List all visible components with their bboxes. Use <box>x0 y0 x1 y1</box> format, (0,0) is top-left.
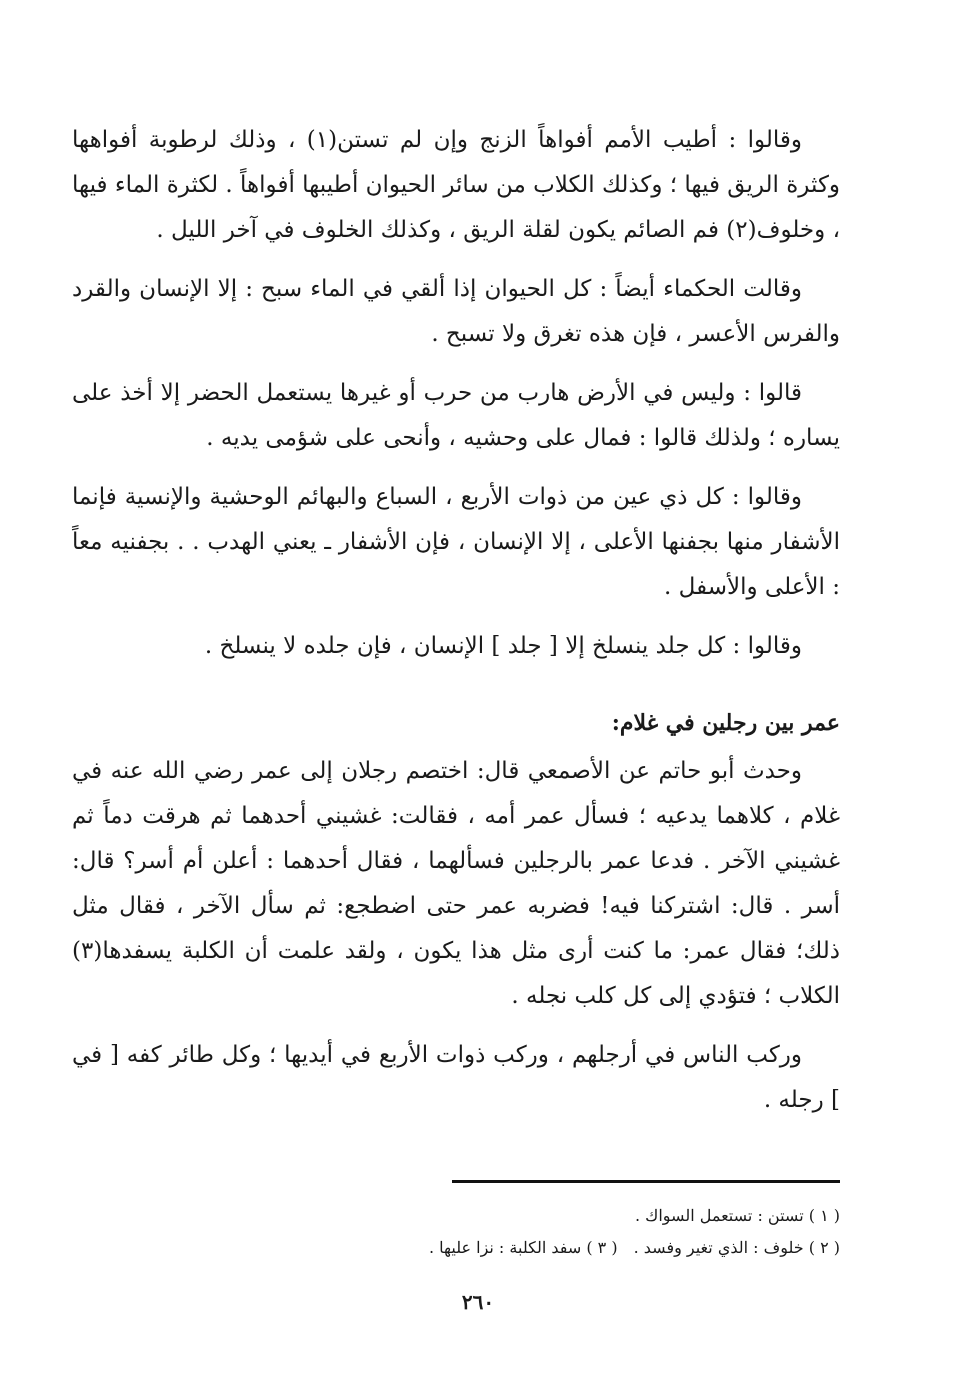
paragraph-swimming-animals: وقالت الحكماء أيضاً : كل الحيوان إذا ألقي في الماء سبح : إلا الإنسان والقرد والفرس الأعسر ، فإن هذه تغرق ولا تسبح . <box>72 276 840 347</box>
page-number: ٢٦٠ <box>461 1290 495 1314</box>
paragraph-fleeing-left: قالوا : وليس في الأرض هارب من حرب أو غيرها يستعمل الحضر إلا أخذ على يساره ؛ ولذلك قالوا : فمال على وحشيه ، وأنحى على شؤمى يديه . <box>72 380 840 451</box>
footnote-3: ( ٣ ) سفد الكلبة : نزا عليها . <box>428 1238 618 1257</box>
paragraph-walking-limbs: وركب الناس في أرجلهم ، وركب ذوات الأربع في أيديها ؛ وكل طائر كفه [ في ] رجله . <box>72 1042 840 1113</box>
footnote-line-1 <box>250 1200 840 1232</box>
footnote-2: ( ٢ ) خلوف : الذي تغير وفسد . <box>633 1238 840 1257</box>
footnote-1: ( ١ ) تستن : تستعمل السواك . <box>634 1206 840 1225</box>
footnote-line-2 <box>250 1232 840 1264</box>
section-heading: عمر بين رجلين في غلام: <box>611 710 840 736</box>
footnotes <box>250 1200 840 1264</box>
main-text <box>72 118 840 1137</box>
paragraph-sweet-mouths: وقالوا : أطيب الأمم أفواهاً الزنج وإن لم تستن(١) ، وذلك لرطوبة أفواهها وكثرة الريق فيها ؛ وكذلك الكلاب من سائر الحيوان أطيبها أفواهاً . لكثرة الماء فيها ، وخلوف(٢) فم الصائم يكون لقلة الريق ، وكذلك الخلوف في آخر الليل . <box>72 127 840 243</box>
paragraph-umar-story: وحدث أبو حاتم عن الأصمعي قال: اختصم رجلان إلى عمر رضي الله عنه في غلام ، كلاهما يدعيه ؛ فسأل عمر أمه ، فقالت: غشيني أحدهما ثم هرقت دماً ثم غشيني الآخر . فدعا عمر بالرجلين فسألهما ، فقال أحدهما : أعلن أم أسر؟ قال: أسر . قال: اشتركنا فيه! فضربه عمر حتى اضطجع: ثم سأل الآخر ، فقال مثل ذلك؛ فقال عمر: ما كنت أرى مثل هذا يكون ، ولقد علمت أن الكلبة يسفدها(٣) الكلاب ؛ فتؤدي إلى كل كلب نجله . <box>72 758 840 1009</box>
paragraph-skin-shedding: وقالوا : كل جلد ينسلخ إلا [ جلد ] الإنسان ، فإن جلده لا ينسلخ . <box>204 633 802 659</box>
paragraph-eyelashes: وقالوا : كل ذي عين من ذوات الأربع ، السباع والبهائم الوحشية والإنسية فإنما الأشفار منها بجفنها الأعلى ، إلا الإنسان ، فإن الأشفار ـ يعني الهدب . . بجفنيه معاً : الأعلى والأسفل . <box>72 484 840 600</box>
footnote-divider <box>452 1180 840 1183</box>
